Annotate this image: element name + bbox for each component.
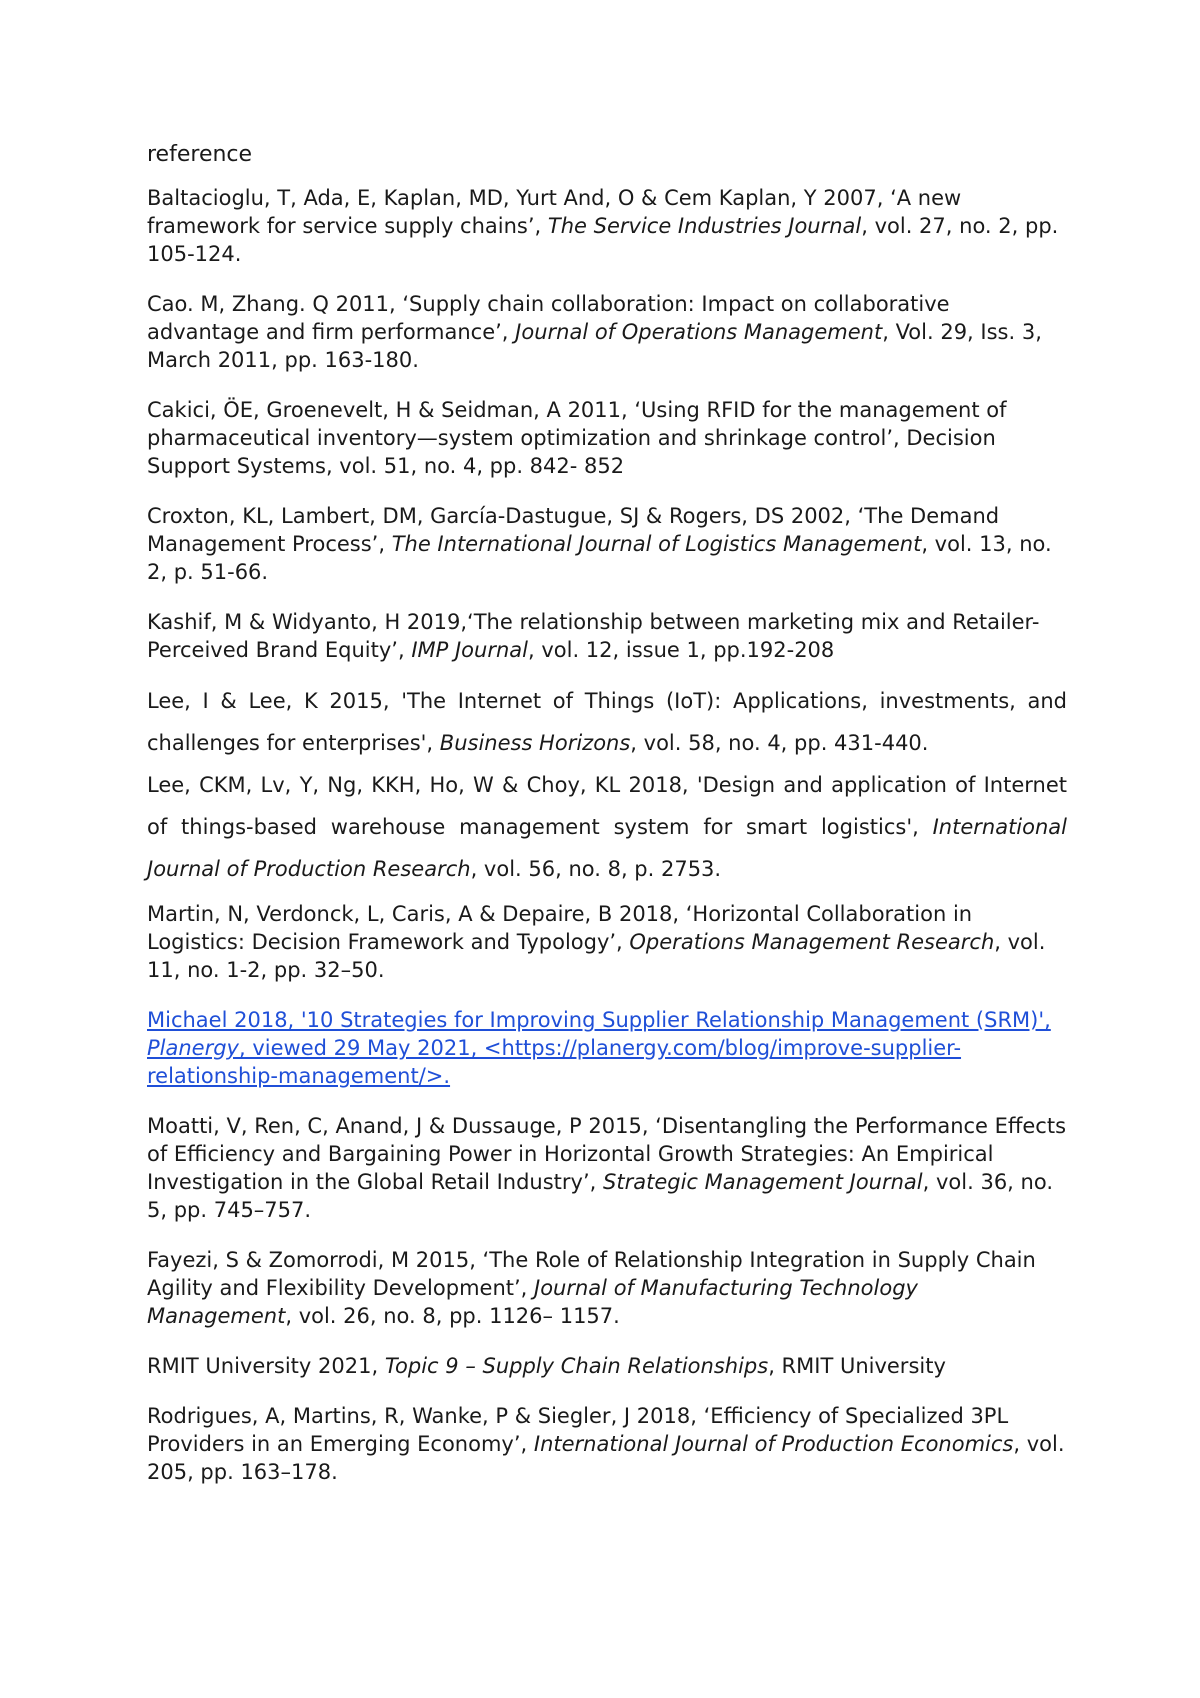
reference-entry: Cakici, ÖE, Groenevelt, H & Seidman, A 2011, ‘Using RFID for the management of pharmaceutical inventory—system optimization and shrinkage control’, Decision Support Systems, vol. 51, no. 4, pp. 842- 852 bbox=[147, 398, 1007, 478]
reference-entry: Martin, N, Verdonck, L, Caris, A & Depaire, B 2018, ‘Horizontal Collaboration in Logistics: Decision Framework and Typology’, Operations Management Research, vol. 11, no. 1-2, pp. 32–50. bbox=[147, 902, 1046, 982]
reference-entry: Lee, I & Lee, K 2015, 'The Internet of Things (IoT): Applications, investments, and challenges for enterprises', Business Horizons, vol. 58, no. 4, pp. 431-440. bbox=[147, 689, 1067, 755]
reference-entry: RMIT University 2021, Topic 9 – Supply Chain Relationships, RMIT University bbox=[147, 1354, 946, 1378]
reference-entry: Croxton, KL, Lambert, DM, García-Dastugue, SJ & Rogers, DS 2002, ‘The Demand Management Process’, The International Journal of Logistics Management, vol. 13, no. 2, p. 51-66. bbox=[147, 504, 1052, 584]
reference-entry: Baltacioglu, T, Ada, E, Kaplan, MD, Yurt And, O & Cem Kaplan, Y 2007, ‘A new framework for service supply chains’, The Service Industries Journal, vol. 27, no. 2, pp. 105-124. bbox=[147, 186, 1059, 266]
reference-entry: Lee, CKM, Lv, Y, Ng, KKH, Ho, W & Choy, KL 2018, 'Design and application of Internet of things-based warehouse management system for smart logistics', International Journal of Production Research, vol. 56, no. 8, p. 2753. bbox=[147, 773, 1067, 881]
reference-entry: Kashif, M & Widyanto, H 2019,‘The relationship between marketing mix and Retailer-Perceived Brand Equity’, IMP Journal, vol. 12, issue 1, pp.192-208 bbox=[147, 610, 1040, 662]
reference-entry: Cao. M, Zhang. Q 2011, ‘Supply chain collaboration: Impact on collaborative advantage and firm performance’, Journal of Operations Management, Vol. 29, Iss. 3, March 2011, pp. 163-180. bbox=[147, 292, 1042, 372]
reference-entry-link[interactable]: Michael 2018, '10 Strategies for Improving Supplier Relationship Management (SRM)', Planergy, viewed 29 May 2021, <https://planergy.com/blog/improve-supplier-relationship-management/>. bbox=[147, 1008, 1051, 1088]
reference-entry: Fayezi, S & Zomorrodi, M 2015, ‘The Role of Relationship Integration in Supply Chain Agility and Flexibility Development’, Journal of Manufacturing Technology Management, vol. 26, no. 8, pp. 1126– 1157. bbox=[147, 1248, 1036, 1328]
page-heading: reference bbox=[147, 142, 253, 167]
reference-entry: Rodrigues, A, Martins, R, Wanke, P & Siegler, J 2018, ‘Efficiency of Specialized 3PL Providers in an Emerging Economy’, International Journal of Production Economics, vol. 205, pp. 163–178. bbox=[147, 1404, 1065, 1484]
reference-list-page bbox=[147, 140, 1067, 1508]
reference-entry: Moatti, V, Ren, C, Anand, J & Dussauge, P 2015, ‘Disentangling the Performance Effects of Efficiency and Bargaining Power in Horizontal Growth Strategies: An Empirical Investigation in the Global Retail Industry’, Strategic Management Journal, vol. 36, no. 5, pp. 745–757. bbox=[147, 1114, 1067, 1222]
